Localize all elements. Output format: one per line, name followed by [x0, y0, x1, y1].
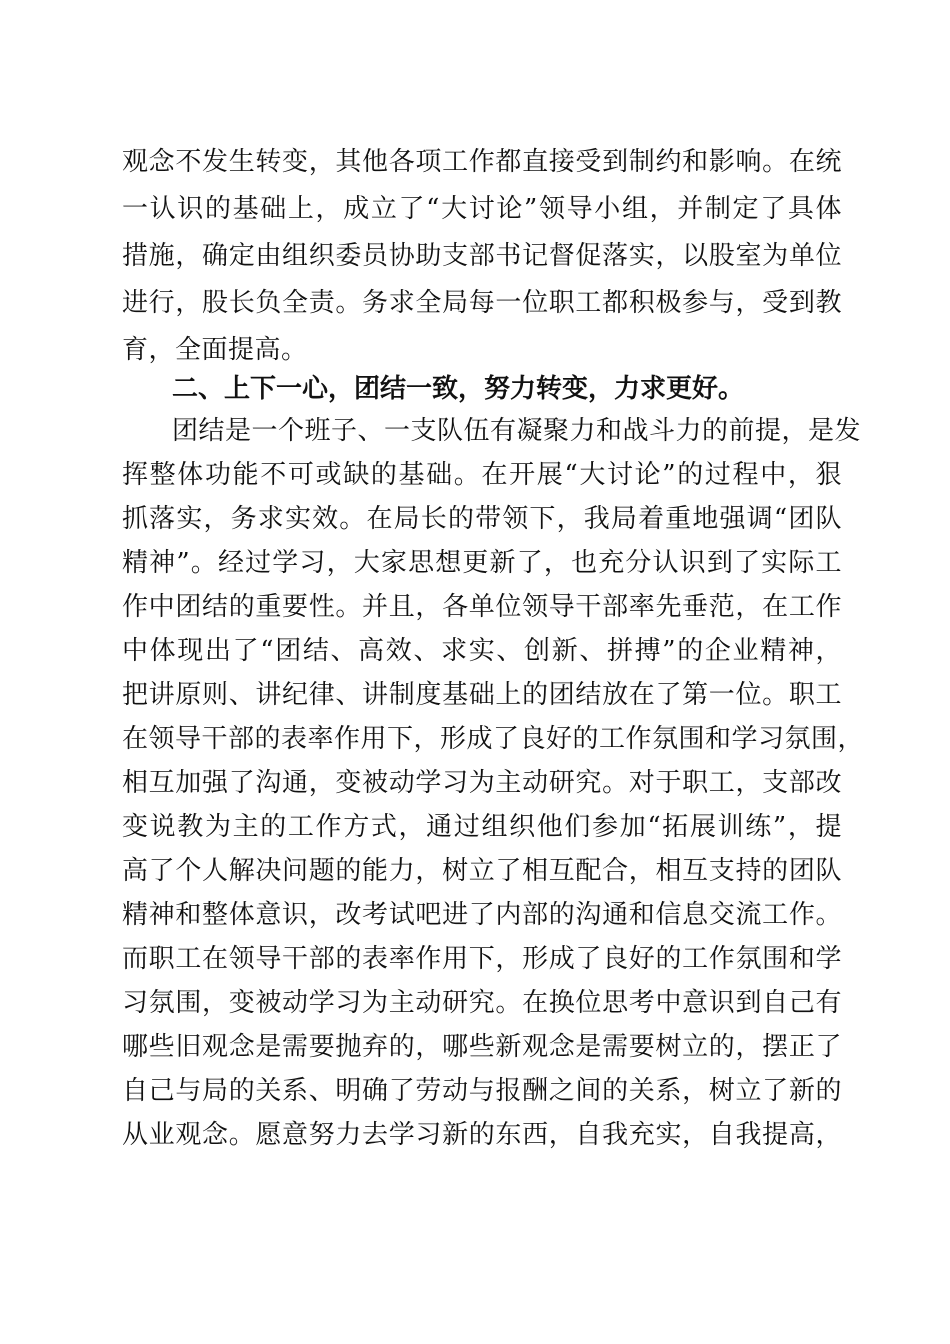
paragraph-line: 精神”。经过学习，大家思想更新了，也充分认识到了实际工 — [122, 548, 842, 578]
paragraph-line: 而职工在领导干部的表率作用下，形成了良好的工作氛围和学 — [122, 944, 842, 974]
section-heading: 二、上下一心，团结一致，努力转变，力求更好。 — [172, 374, 745, 404]
paragraph-line: 在领导干部的表率作用下，形成了良好的工作氛围和学习氛围， — [122, 724, 865, 754]
paragraph-line: 观念不发生转变，其他各项工作都直接受到制约和影响。在统 — [122, 147, 842, 177]
paragraph-line: 团结是一个班子、一支队伍有凝聚力和战斗力的前提，是发 — [172, 416, 862, 446]
paragraph-line: 从业观念。愿意努力去学习新的东西，自我充实，自我提高， — [122, 1120, 842, 1150]
paragraph-line: 习氛围，变被动学习为主动研究。在换位思考中意识到自己有 — [122, 988, 842, 1018]
paragraph-line: 措施，确定由组织委员协助支部书记督促落实，以股室为单位 — [122, 241, 842, 271]
paragraph-line: 作中团结的重要性。并且，各单位领导干部率先垂范，在工作 — [122, 592, 842, 622]
paragraph-line: 中体现出了“团结、高效、求实、创新、拼搏”的企业精神， — [122, 636, 842, 666]
paragraph-line: 一认识的基础上，成立了“大讨论”领导小组，并制定了具体 — [122, 194, 842, 224]
paragraph-line: 高了个人解决问题的能力，树立了相互配合，相互支持的团队 — [122, 856, 842, 886]
paragraph-line: 精神和整体意识，改考试吧进了内部的沟通和信息交流工作。 — [122, 900, 842, 930]
paragraph-line: 进行，股长负全责。务求全局每一位职工都积极参与，受到教 — [122, 288, 842, 318]
paragraph-line: 相互加强了沟通，变被动学习为主动研究。对于职工，支部改 — [122, 768, 842, 798]
paragraph-line: 抓落实，务求实效。在局长的带领下，我局着重地强调“团队 — [122, 504, 842, 534]
paragraph-line: 育，全面提高。 — [122, 335, 308, 365]
paragraph-line: 自己与局的关系、明确了劳动与报酬之间的关系，树立了新的 — [122, 1076, 842, 1106]
paragraph-line: 挥整体功能不可或缺的基础。在开展“大讨论”的过程中，狠 — [122, 460, 842, 490]
paragraph-line: 哪些旧观念是需要抛弃的，哪些新观念是需要树立的，摆正了 — [122, 1032, 842, 1062]
paragraph-line: 变说教为主的工作方式，通过组织他们参加“拓展训练”，提 — [122, 812, 842, 842]
paragraph-line: 把讲原则、讲纪律、讲制度基础上的团结放在了第一位。职工 — [122, 680, 842, 710]
